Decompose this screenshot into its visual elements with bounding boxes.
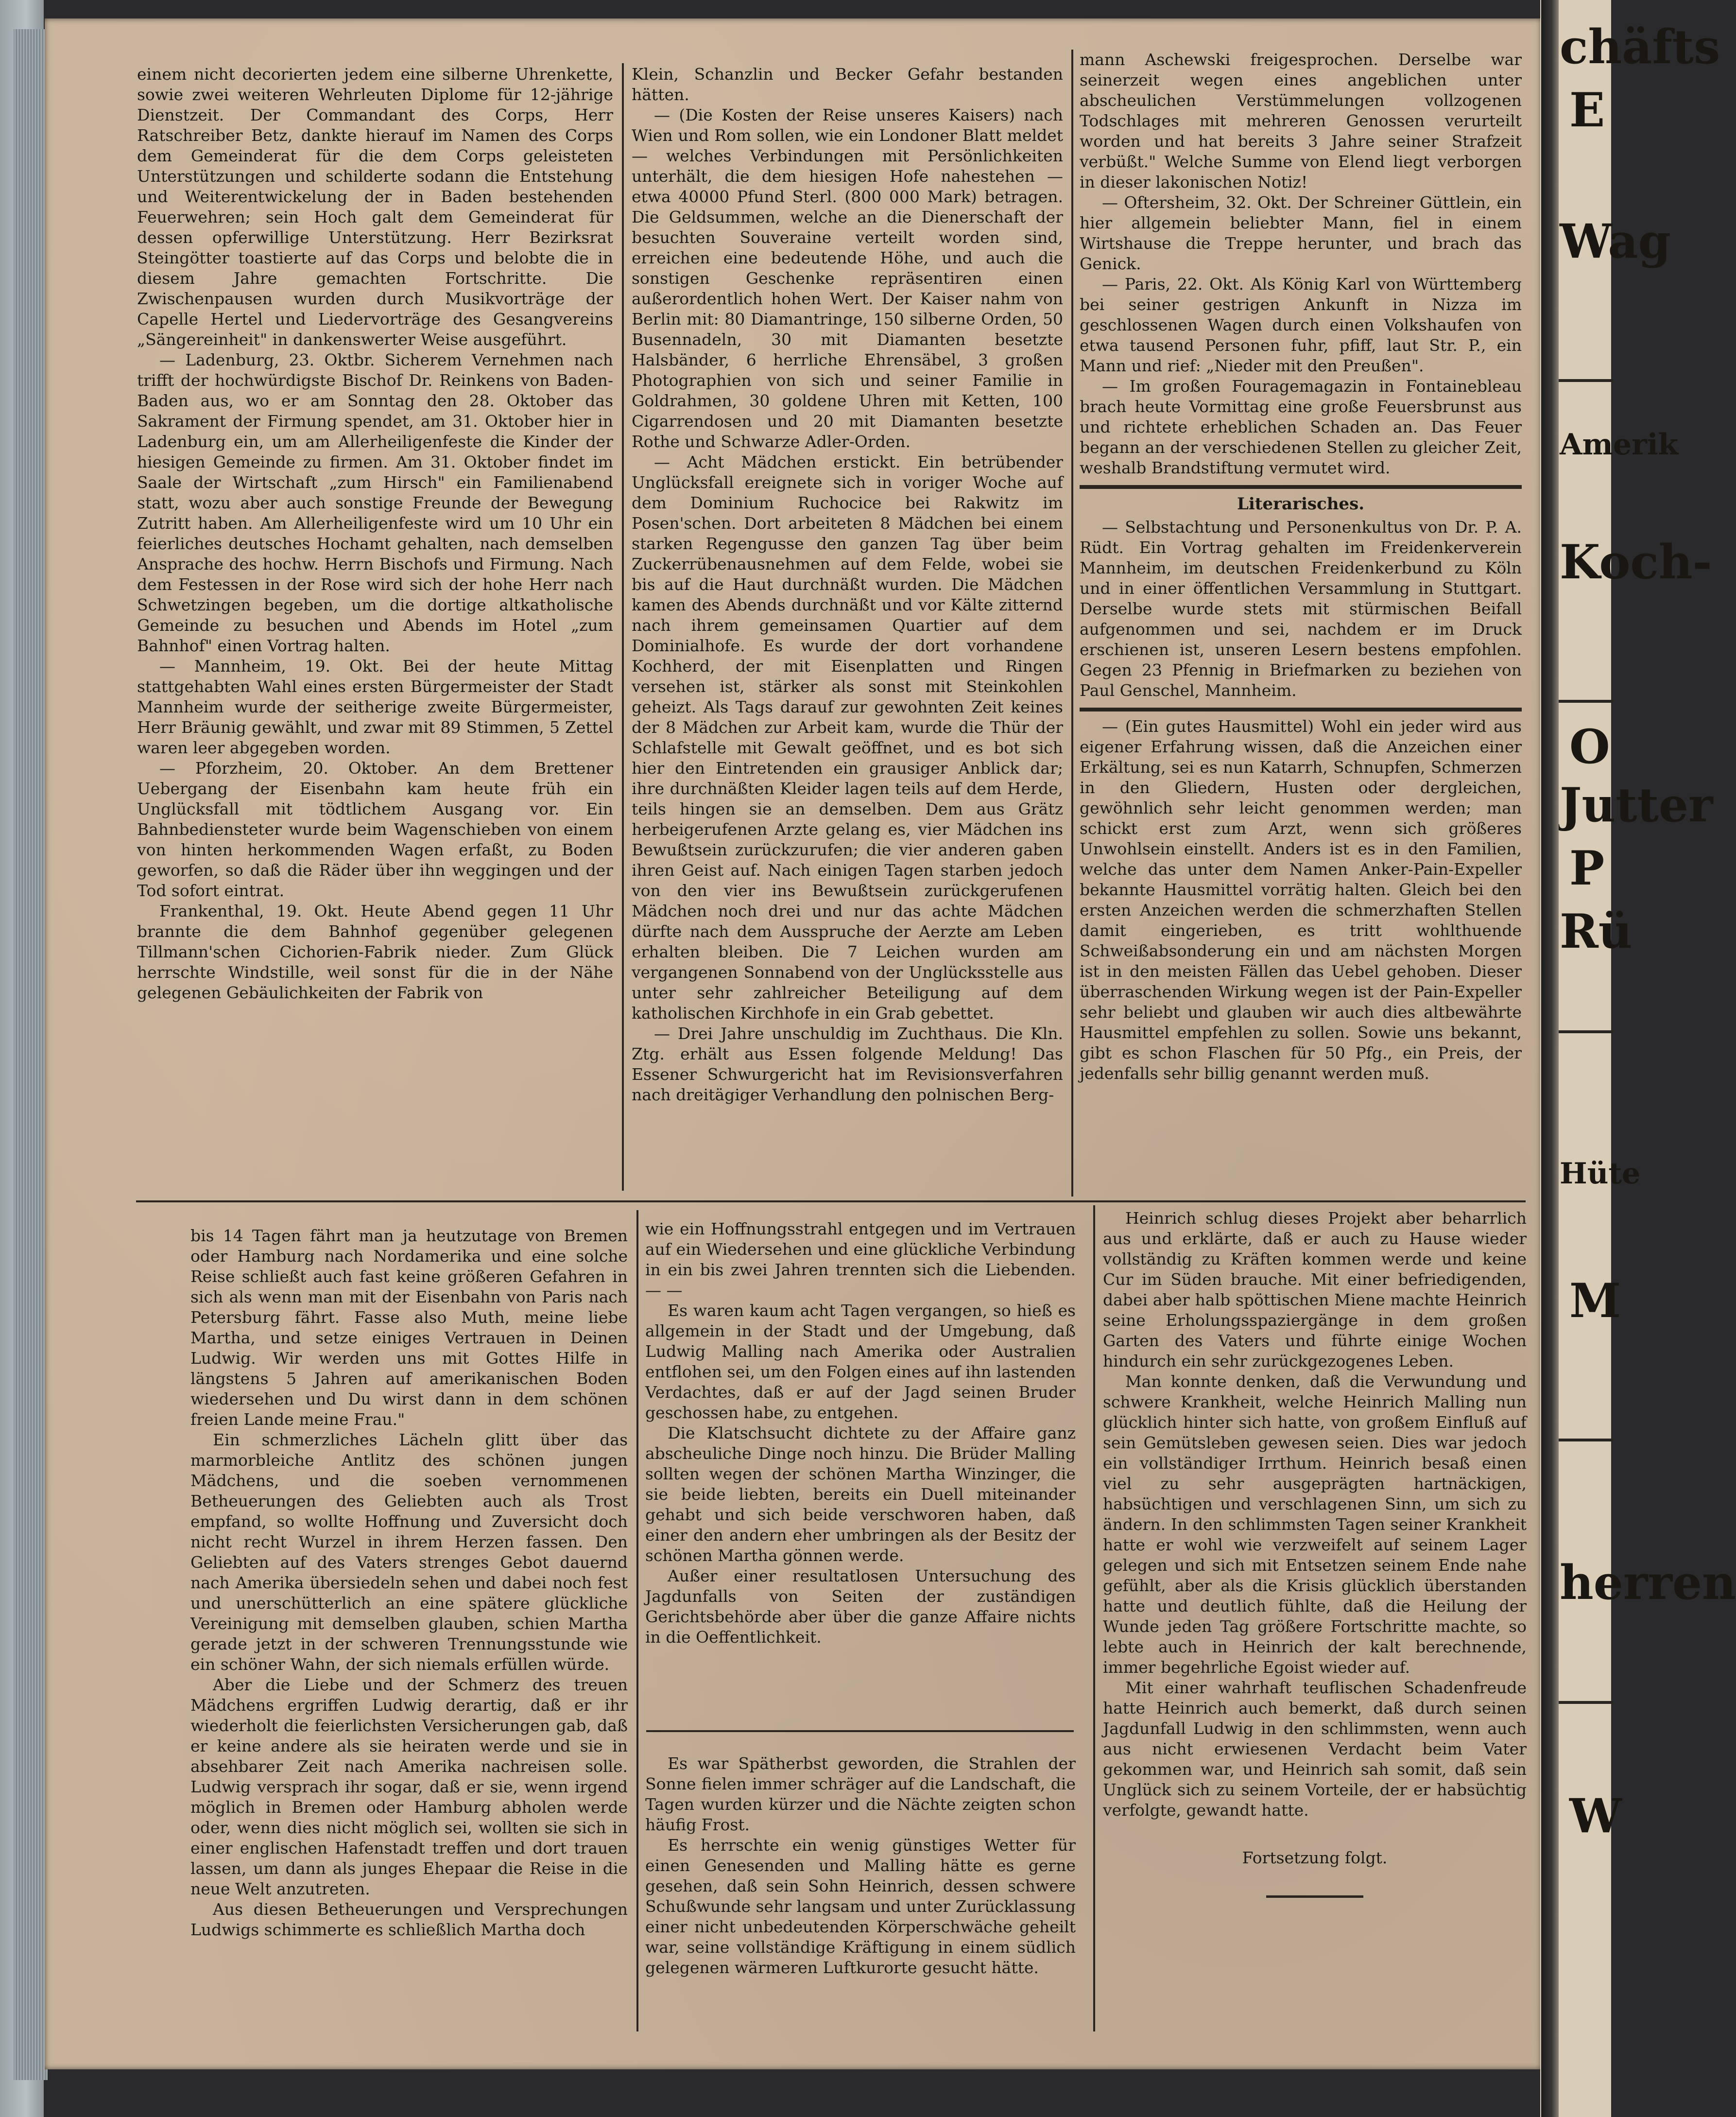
next-page-fragment: O xyxy=(1569,719,1610,774)
story-paragraph: Aus diesen Betheuerungen und Versprechungen Ludwigs schimmerte es schließlich Martha doch xyxy=(190,1900,628,1939)
article-paragraph: — Acht Mädchen erstickt. Ein betrübender Unglücksfall ereignete sich in voriger Woche auf dem Dominium Ruchocice bei Rakwitz im Posen'schen. Dort arbeiteten 8 Mädchen bei einem starken Regengusse den ganzen Tag über beim Zuckerrübenausnehmen auf dem Felde, wobei sie bis auf die Haut durchnäßt wurden. Die Mädchen kamen des Abends durchnäßt und vor Kälte zitternd nach ihrem gemeinsamen Quartier auf dem Dominialhofe. Es wurde der dort vorhandene Kochherd, der mit Eisenplatten und Ringen versehen ist, stärker als sonst mit Steinkohlen geheizt. Als Tags darauf zur gewohnten Zeit keines der 8 Mädchen zur Arbeit kam, wurde die Thür der Schlafstelle mit Gewalt geöffnet, und es bot sich hier den Eintretenden ein grausiger Anblick dar; ihre durchnäßten Kleider lagen teils auf dem Herde, teils hingen sie an demselben. Dem aus Grätz herbeigerufenen Arzte gelang es, vier Mädchen ins Bewußtsein zurückzurufen; die vier anderen gaben ihren Geist auf. Nach einigen Tagen starben jedoch von den vier ins Bewußtsein zurückgerufenen Mädchen noch drei und nur das achte Mädchen dürfte nach dem Ausspruche der Aerzte am Leben erhalten bleiben. Die 7 Leichen wurden am vergangenen Sonnabend von der Unglücksstelle aus unter sehr zahlreicher Beteiligung auf dem katholischen Kirchhofe in ein Grab gebettet. xyxy=(632,452,1063,1023)
story-paragraph: wie ein Hoffnungsstrahl entgegen und im Vertrauen auf ein Wiedersehen und eine glückliche Verbindung in ein bis zwei Jahren trennten sich die Liebenden. — — xyxy=(645,1219,1076,1300)
story-paragraph: Es war Spätherbst geworden, die Strahlen der Sonne fielen immer schräger auf die Landschaft, die Tagen wurden kürzer und die Nächte zeigten schon häufig Frost. xyxy=(645,1754,1076,1834)
next-page-fragment: Wag xyxy=(1560,214,1671,269)
top-column-2 xyxy=(632,64,1063,1105)
section-rule xyxy=(646,1730,1074,1732)
story-paragraph: Außer einer resultatlosen Untersuchung des Jagdunfalls von Seiten der zuständigen Gerichtsbehörde aber über die ganze Affaire nichts in die Oeffentlichkeit. xyxy=(645,1566,1076,1647)
article-paragraph: — Selbstachtung und Personenkultus von Dr. P. A. Rüdt. Ein Vortrag gehalten im Freidenkerverein Mannheim, im deutschen Freidenkerbund zu Köln und in einer öffentlichen Versammlung in Stuttgart. Derselbe wurde stets mit stürmischen Beifall aufgenommen und sei, nachdem er im Druck erschienen ist, unseren Lesern bestens empfohlen. Gegen 23 Pfennig in Briefmarken zu beziehen von Paul Genschel, Mannheim. xyxy=(1080,518,1522,700)
column-rule xyxy=(622,63,624,1191)
section-heading: Literarisches. xyxy=(1237,494,1365,514)
feuilleton-column-1 xyxy=(190,1226,628,1940)
next-page-rule xyxy=(1555,1030,1613,1033)
next-page-rule xyxy=(1555,1439,1613,1441)
article-paragraph: — Paris, 22. Okt. Als König Karl von Württemberg bei seiner gestrigen Ankunft in Nizza im geschlossenen Wagen durch einen Volkshaufen von etwa tausend Personen fuhr, pfiff, laut Str. P., ein Mann und rief: „Nieder mit den Preußen". xyxy=(1080,275,1522,375)
next-page-fragment: Hüte xyxy=(1560,1157,1641,1191)
next-page-fragment: herren xyxy=(1560,1555,1736,1610)
section-rule xyxy=(1080,708,1522,711)
next-page-rule xyxy=(1555,1701,1613,1704)
article-paragraph: — Oftersheim, 32. Okt. Der Schreiner Güttlein, ein hier allgemein beliebter Mann, fiel in einem Wirtshause die Treppe herunter, und brach das Genick. xyxy=(1080,193,1522,273)
book-page-edges xyxy=(14,29,48,2080)
column-rule xyxy=(1071,50,1073,1197)
next-page-fragment: E xyxy=(1569,83,1605,138)
top-column-1 xyxy=(137,64,613,1003)
article-paragraph: mann Aschewski freigesprochen. Derselbe war seinerzeit wegen eines angeblichen unter abscheulichen Verstümmelungen vollzogenen Todschlages mit mehreren Genossen verurteilt worden und hat bereits 3 Jahre seiner Strafzeit verbüßt." Welche Summe von Elend liegt verborgen in dieser lakonischen Notiz! xyxy=(1080,50,1522,191)
story-paragraph: Aber die Liebe und der Schmerz des treuen Mädchens ergriffen Ludwig derartig, daß er ihr wiederholt die feierlichsten Versicherungen gab, daß er keine andere als sie heiraten werde und sie in absehbarer Zeit nach Amerika nachreisen solle. Ludwig versprach ihr sogar, daß er sie, wenn irgend möglich in Bremen oder Hamburg abholen werde oder, wenn dies nicht möglich sei, wollten sie sich in einer englischen Hafenstadt treffen und dort trauen lassen, um dann als junges Ehepaar die Reise in die neue Welt anzutreten. xyxy=(190,1675,628,1898)
article-paragraph: — (Ein gutes Hausmittel) Wohl ein jeder wird aus eigener Erfahrung wissen, daß die Anzeichen einer Erkältung, sei es nun Katarrh, Schnupfen, Schmerzen in den Gliedern, Husten oder dergleichen, gewöhnlich sehr leicht genommen werden; man schickt erst zum Arzt, wenn sich größeres Unwohlsein einstellt. Anders ist es in den Familien, welche das unter dem Namen Anker-Pain-Expeller bekannte Hausmittel vorrätig halten. Gleich bei den ersten Anzeichen werden die schmerzhaften Stellen damit eingerieben, es tritt wohlthuende Schweißabsonderung ein und am nächsten Morgen ist in den meisten Fällen das Uebel gehoben. Dieser überraschenden Wirkung wegen ist der Pain-Expeller sehr beliebt und glauben wir auch dies altbewährte Hausmittel empfehlen zu sollen. Sowie uns bekannt, gibt es schon Flaschen für 50 Pfg., ein Preis, der jedenfalls sehr billig genannt werden muß. xyxy=(1080,717,1522,1083)
continuation-note: Fortsetzung folgt. xyxy=(1242,1848,1388,1867)
next-page-fragment: chäfts xyxy=(1560,19,1720,74)
next-page-rule xyxy=(1555,700,1613,703)
section-rule xyxy=(136,1200,1526,1202)
article-paragraph: Klein, Schanzlin und Becker Gefahr bestanden hätten. xyxy=(632,65,1063,104)
next-page-fragment: P xyxy=(1569,841,1605,896)
story-paragraph: Es herrschte ein wenig günstiges Wetter für einen Genesenden und Malling hätte es gerne gesehen, daß sein Sohn Heinrich, dessen schwere Schußwunde sehr langsam und unter Zurücklassung einer nicht unbedeutenden Körperschwäche geheilt war, seine vollständige Kräftigung in einem südlich gelegenen wärmeren Luftkurorte gesucht hätte. xyxy=(645,1836,1076,1977)
feuilleton-column-2-lower xyxy=(645,1753,1076,1978)
article-paragraph: — (Die Kosten der Reise unseres Kaisers) nach Wien und Rom sollen, wie ein Londoner Blatt meldet — welches Verbindungen mit Persönlichkeiten unterhält, die dem hiesigen Hofe nahestehen — etwa 40000 Pfund Sterl. (800 000 Mark) betragen. Die Geldsummen, welche an die Dienerschaft der besuchten Souveraine verteilt worden sind, erreichen eine bedeutende Höhe, und auch die sonstigen Geschenke repräsentiren einen außerordentlich hohen Wert. Der Kaiser nahm von Berlin mit: 80 Diamantringe, 150 silberne Orden, 50 Busennadeln, 30 mit Diamanten besetzte Halsbänder, 6 herrliche Ehrensäbel, 3 großen Photographien von sich und seiner Familie in Goldrahmen, 30 goldene Uhren mit Ketten, 100 Cigarrendosen und 20 mit Diamanten besetzte Rothe und Schwarze Adler-Orden. xyxy=(632,105,1063,451)
story-paragraph: Man konnte denken, daß die Verwundung und schwere Krankheit, welche Heinrich Malling nun glücklich hinter sich hatte, von großem Einfluß auf sein Gemütsleben gewesen seien. Dies war jedoch ein vollständiger Irrthum. Heinrich besaß einen viel zu sehr ausgeprägten hartnäckigen, habsüchtigen und verschlagenen Sinn, um sich zu ändern. In den schlimmsten Tagen seiner Krankheit hatte er wohl wie verzweifelt auf seinem Lager gelegen und sich mit Entsetzen seinem Ende nahe gefühlt, aber als die Krisis glücklich überstanden hatte und deutlich fühlte, daß die Heilung der Wunde jeden Tag größere Fortschritte machte, so lebte auch in Heinrich der kalt berechnende, immer begehrliche Egoist wieder auf. xyxy=(1103,1372,1527,1677)
article-paragraph: — Pforzheim, 20. Oktober. An dem Brettener Uebergang der Eisenbahn kam heute früh ein Unglücksfall mit tödtlichem Ausgang vor. Ein Bahnbediensteter wurde beim Wagenschieben von einem von hinten herkommenden Wagen erfaßt, zu Boden geworfen, so daß die Räder über ihn weggingen und der Tod sofort eintrat. xyxy=(137,759,613,900)
story-paragraph: Heinrich schlug dieses Projekt aber beharrlich aus und erklärte, daß er auch zu Hause wieder vollständig zu Kräften kommen werde und keine Cur im Süden brauche. Mit einer befriedigenden, dabei aber halb spöttischen Miene machte Heinrich seine Erholungsspaziergänge in dem großen Garten des Vaters und führte einige Wochen hindurch ein sehr zurückgezogenes Leben. xyxy=(1103,1209,1527,1371)
story-paragraph: Die Klatschsucht dichtete zu der Affaire ganz abscheuliche Dinge noch hinzu. Die Brüder Malling sollten wegen der schönen Martha Winzinger, die sie beide liebten, bereits ein Duell miteinander gehabt und sich beide verschworen haben, daß einer den andern eher umbringen als der Besitz der schönen Martha gönnen werde. xyxy=(645,1423,1076,1565)
column-rule xyxy=(636,1210,638,2031)
section-rule xyxy=(1080,485,1522,489)
end-rule xyxy=(1266,1895,1363,1898)
next-page-fragment: W xyxy=(1569,1788,1622,1843)
article-paragraph: — Mannheim, 19. Okt. Bei der heute Mittag stattgehabten Wahl eines ersten Bürgermeister der Stadt Mannheim wurde der seitherige zweite Bürgermeister, Herr Bräunig gewählt, und zwar mit 89 Stimmen, 5 Zettel waren leer abgegeben worden. xyxy=(137,657,613,757)
next-page-fragment: M xyxy=(1569,1273,1621,1328)
story-paragraph: Mit einer wahrhaft teuflischen Schadenfreude hatte Heinrich auch bemerkt, daß durch seinen Jagdunfall Ludwig in den schlimmsten, wenn auch aus nicht erwiesenen Verdacht beim Vater gekommen war, und Heinrich sah somit, daß sein Unglück sich zu seinem Vorteile, der er habsüchtig verfolgte, gewandt hatte. xyxy=(1103,1678,1527,1820)
next-page-fragment: Jutter xyxy=(1560,778,1713,833)
next-page-fragment: Rü xyxy=(1560,904,1633,959)
article-paragraph: Frankenthal, 19. Okt. Heute Abend gegen 11 Uhr brannte die dem Bahnhof gegenüber gelegenen Tillmann'schen Cichorien-Fabrik nieder. Zum Glück herrschte Windstille, weil sonst für die in der Nähe gelegenen Gebäulichkeiten der Fabrik von xyxy=(137,902,613,1002)
next-page-fragment: Koch- xyxy=(1560,535,1712,590)
column-rule xyxy=(1093,1205,1095,2031)
book-spine xyxy=(1541,0,1559,2117)
article-paragraph: einem nicht decorierten jedem eine silberne Uhrenkette, sowie zwei weiteren Wehrleuten Diplome für 12-jährige Dienstzeit. Der Commandant des Corps, Herr Ratschreiber Betz, dankte hierauf im Namen des Corps dem Gemeinderat für die dem Corps geleisteten Unterstützungen und schilderte sodann die Entstehung und Weiterentwickelung der in Baden bestehenden Feuerwehren; sein Hoch galt dem Gemeinderat für dessen opferwillige Unterstützung. Herr Bezirksrat Steingötter toastierte auf das Corps und belobte die in diesem Jahre gemachten Fortschritte. Die Zwischenpausen wurden durch Musikvorträge der Capelle Hertel und Liedervorträge des Gesangvereins „Sängereinheit" in dankenswerter Weise ausgeführt. xyxy=(137,65,613,349)
feuilleton-column-2 xyxy=(645,1219,1076,1648)
article-paragraph: — Im großen Fouragemagazin in Fontainebleau brach heute Vormittag eine große Feuersbrunst aus und richtete erheblichen Schaden an. Das Feuer begann an der verschiedenen Stellen zu gleicher Zeit, weshalb Brandstiftung vermutet wird. xyxy=(1080,377,1522,477)
feuilleton-column-3 xyxy=(1103,1208,1527,1898)
article-paragraph: — Ladenburg, 23. Oktbr. Sicherem Vernehmen nach trifft der hochwürdigste Bischof Dr. Reinkens von Baden-Baden aus, wo er am Sonntag den 28. Oktober das Sakrament der Firmung spendet, am 31. Oktober hier in Ladenburg ein, um am Allerheiligenfeste die Kinder der hiesigen Gemeinde zu firmen. Am 31. Oktober findet im Saale der Wirtschaft „zum Hirsch" ein Familienabend statt, wozu aber auch sonstige Freunde der Bewegung Zutritt haben. Am Allerheiligenfeste wird um 10 Uhr ein feierliches deutsches Hochamt gehalten, nach demselben Ansprache des hochw. Herrn Bischofs und Firmung. Nach dem Festessen in der Rose wird sich der hohe Herr nach Schwetzingen begeben, um die dortige altkatholische Gemeinde zu besuchen und Abends im Hotel „zum Bahnhof" einen Vortrag halten. xyxy=(137,350,613,655)
next-page-fragment: Amerik xyxy=(1560,428,1679,462)
top-column-3 xyxy=(1080,50,1522,1084)
story-paragraph: Es waren kaum acht Tagen vergangen, so hieß es allgemein in der Stadt und der Umgebung, daß Ludwig Malling nach Amerika oder Australien entflohen sei, um den Folgen eines auf ihn lastenden Verdachtes, daß er auf der Jagd seinen Bruder geschossen habe, zu entgehen. xyxy=(645,1301,1076,1422)
story-paragraph: bis 14 Tagen fährt man ja heutzutage von Bremen oder Hamburg nach Nordamerika und eine solche Reise schließt auch fast keine größeren Gefahren in sich als wenn man mit der Eisenbahn von Paris nach Petersburg fährt. Fasse also Muth, meine liebe Martha, und setze einiges Vertrauen in Deinen Ludwig. Wir werden uns mit Gottes Hilfe in längstens 5 Jahren auf amerikanischen Boden wiedersehen und Du wirst dann in dem schönen freien Lande meine Frau." xyxy=(190,1226,628,1429)
next-page-rule xyxy=(1555,379,1613,382)
story-paragraph: Ein schmerzliches Lächeln glitt über das marmorbleiche Antlitz des schönen jungen Mädchens, und die soeben vernommenen Betheuerungen des Geliebten auch als Trost empfand, so wollte Hoffnung und Zuversicht doch nicht recht Wurzel in ihrem Herzen fassen. Den Geliebten auf des Vaters strenges Gebot dauernd nach Amerika übersiedeln sehen und dabei noch fest und unerschütterlich an eine spätere glückliche Vereinigung mit demselben glauben, schien Martha gerade jetzt in der schweren Trennungsstunde wie ein schöner Wahn, der sich niemals erfüllen würde. xyxy=(190,1430,628,1674)
article-paragraph: — Drei Jahre unschuldig im Zuchthaus. Die Kln. Ztg. erhält aus Essen folgende Meldung! Das Essener Schwurgericht hat im Revisionsverfahren nach dreitägiger Verhandlung den polnischen Berg- xyxy=(632,1024,1063,1104)
